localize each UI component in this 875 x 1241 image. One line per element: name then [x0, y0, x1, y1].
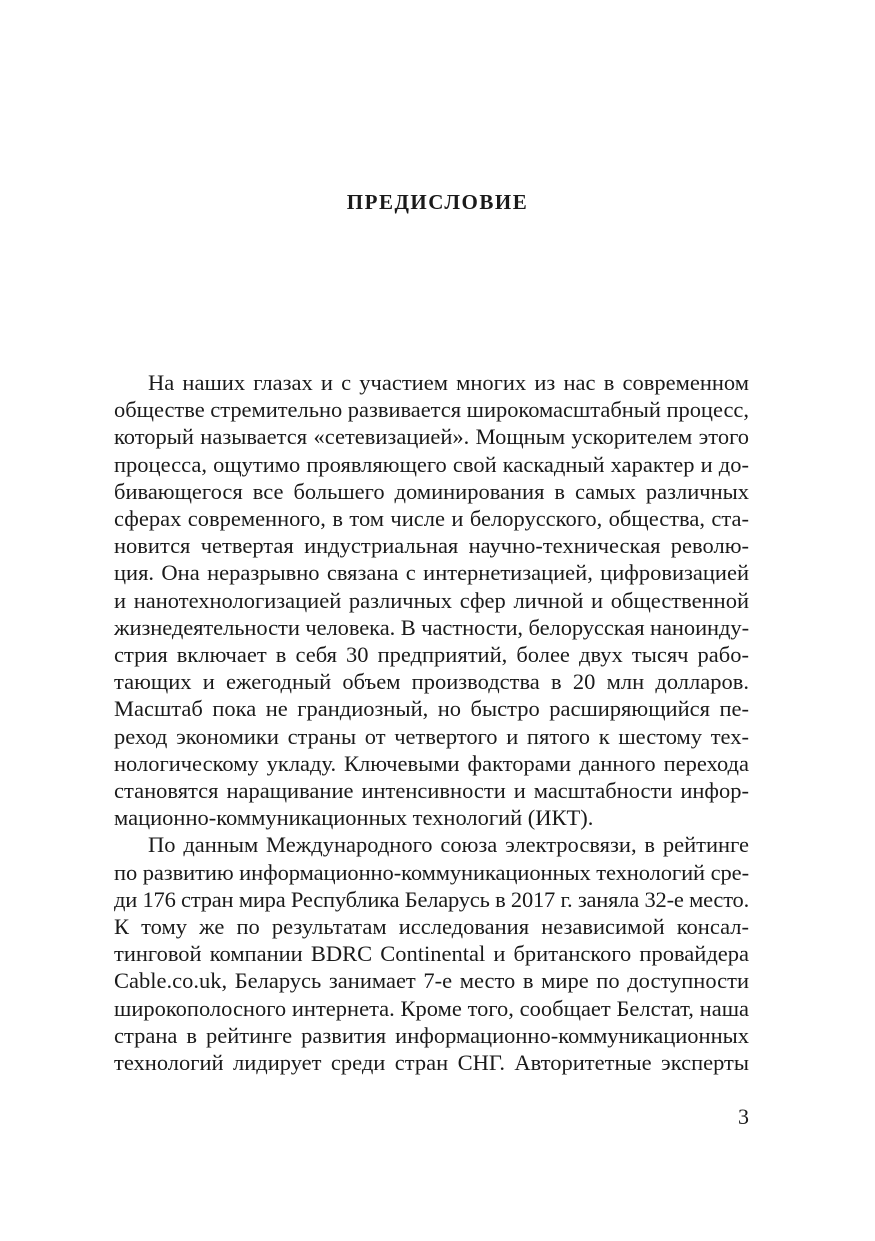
- text-line: страна в рейтинге развития информационно-коммуникационных: [114, 1022, 749, 1048]
- text-line: реход экономики страны от четвертого и пятого к шестому тех-: [114, 723, 749, 749]
- text-line: Масштаб пока не грандиозный, но быстро расширяющийся пе-: [114, 696, 749, 722]
- text-line: К тому же по результатам исследования независимой консал-: [114, 914, 749, 940]
- text-line: процесса, ощутимо проявляющего свой каскадный характер и до-: [114, 451, 749, 477]
- text-line: По данным Международного союза электросвязи, в рейтинге: [148, 832, 749, 858]
- text-line: мационно-коммуникационных технологий (ИКТ).: [114, 805, 594, 831]
- body-text: [114, 369, 749, 1076]
- text-line: ди 176 стран мира Республика Беларусь в 2017 г. заняла 32-е место.: [114, 886, 749, 912]
- text-line: и нанотехнологизацией различных сфер личной и общественной: [114, 587, 749, 613]
- text-line: новится четвертая индустриальная научно-техническая револю-: [114, 533, 749, 559]
- page-title: ПРЕДИСЛОВИЕ: [346, 190, 529, 214]
- text-line: На наших глазах и с участием многих из нас в современном: [148, 370, 749, 395]
- text-line: сферах современного, в том числе и белорусского, общества, ста-: [114, 506, 749, 532]
- text-line: тинговой компании BDRC Continental и британского провайдера: [114, 941, 749, 967]
- paragraph-2: [114, 831, 749, 1076]
- text-line: по развитию информационно-коммуникационных технологий сре-: [114, 859, 749, 885]
- text-line: бивающегося все большего доминирования в самых различных: [114, 478, 749, 504]
- text-line: жизнедеятельности человека. В частности, белорусская наноинду-: [114, 614, 749, 640]
- text-line: Cable.co.uk, Беларусь занимает 7-е место в мире по доступности: [114, 968, 749, 994]
- text-line: технологий лидирует среди стран СНГ. Авторитетные эксперты: [114, 1050, 749, 1076]
- paragraph-1: [114, 369, 749, 831]
- text-line: тающих и ежегодный объем производства в 20 млн долларов.: [114, 669, 749, 695]
- text-line: нологическому укладу. Ключевыми факторами данного перехода: [114, 750, 749, 776]
- text-line: стрия включает в себя 30 предприятий, более двух тысяч рабо-: [114, 642, 749, 668]
- text-line: который называется «сетевизацией». Мощным ускорителем этого: [114, 424, 749, 450]
- page-number: 3: [738, 1104, 749, 1129]
- text-line: обществе стремительно развивается широкомасштабный процесс,: [114, 397, 749, 423]
- text-line: становятся наращивание интенсивности и масштабности инфор-: [114, 778, 749, 804]
- text-line: широкополосного интернета. Кроме того, сообщает Белстат, наша: [114, 995, 749, 1021]
- text-line: ция. Она неразрывно связана с интернетизацией, цифровизацией: [114, 560, 749, 586]
